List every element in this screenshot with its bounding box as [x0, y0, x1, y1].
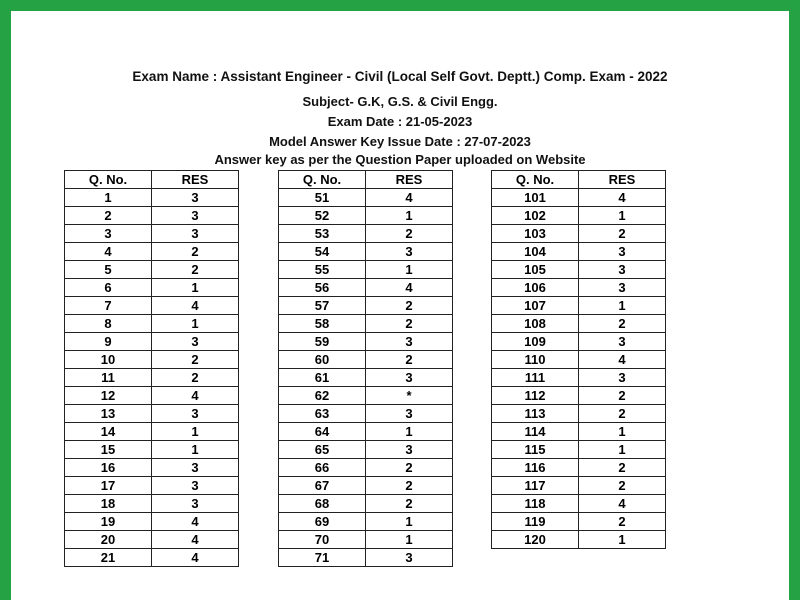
- table-row: [65, 513, 239, 531]
- answer-response: 2: [366, 315, 453, 333]
- answer-table-1: [64, 170, 239, 567]
- answer-response: 3: [366, 369, 453, 387]
- table-row: [65, 279, 239, 297]
- question-number: 63: [279, 405, 366, 423]
- question-number: 111: [492, 369, 579, 387]
- table-row: [279, 369, 453, 387]
- answer-response: *: [366, 387, 453, 405]
- table-row: [65, 459, 239, 477]
- answer-response: 1: [366, 261, 453, 279]
- question-number: 108: [492, 315, 579, 333]
- answer-response: 2: [366, 225, 453, 243]
- question-number: 3: [65, 225, 152, 243]
- answer-response: 1: [579, 423, 666, 441]
- table-row: [492, 387, 666, 405]
- question-number: 106: [492, 279, 579, 297]
- question-number: 11: [65, 369, 152, 387]
- table-row: [492, 369, 666, 387]
- question-number: 16: [65, 459, 152, 477]
- answer-response: 1: [366, 423, 453, 441]
- answer-response: 2: [366, 495, 453, 513]
- table-row: [65, 495, 239, 513]
- table-row: [492, 531, 666, 549]
- answer-response: 4: [152, 297, 239, 315]
- question-number: 109: [492, 333, 579, 351]
- table-row: [492, 279, 666, 297]
- answer-response: 2: [152, 261, 239, 279]
- column-header-qno: Q. No.: [492, 171, 579, 189]
- question-number: 119: [492, 513, 579, 531]
- answer-response: 3: [366, 405, 453, 423]
- table-row: [492, 513, 666, 531]
- answer-response: 1: [152, 423, 239, 441]
- table-row: [279, 387, 453, 405]
- document-page: [11, 11, 789, 600]
- answer-response: 3: [152, 477, 239, 495]
- table-row: [65, 351, 239, 369]
- question-number: 14: [65, 423, 152, 441]
- table-row: [65, 261, 239, 279]
- answer-response: 3: [579, 279, 666, 297]
- question-number: 57: [279, 297, 366, 315]
- answer-response: 3: [366, 441, 453, 459]
- question-number: 60: [279, 351, 366, 369]
- table-row: [492, 207, 666, 225]
- answer-response: 4: [152, 549, 239, 567]
- table-row: [279, 549, 453, 567]
- table-row: [279, 405, 453, 423]
- question-number: 64: [279, 423, 366, 441]
- table-row: [279, 261, 453, 279]
- answer-response: 1: [579, 207, 666, 225]
- table-row: [65, 423, 239, 441]
- answer-response: 2: [579, 459, 666, 477]
- answer-response: 3: [152, 207, 239, 225]
- table-row: [279, 243, 453, 261]
- answer-response: 1: [579, 531, 666, 549]
- answer-response: 4: [152, 387, 239, 405]
- column-header-res: RES: [366, 171, 453, 189]
- table-row: [492, 423, 666, 441]
- answer-response: 3: [579, 369, 666, 387]
- answer-response: 3: [152, 495, 239, 513]
- answer-response: 4: [152, 531, 239, 549]
- table-row: [492, 477, 666, 495]
- question-number: 61: [279, 369, 366, 387]
- table-row: [279, 513, 453, 531]
- question-number: 117: [492, 477, 579, 495]
- answer-response: 2: [366, 351, 453, 369]
- answer-response: 4: [366, 189, 453, 207]
- answer-response: 4: [366, 279, 453, 297]
- answer-response: 3: [366, 549, 453, 567]
- answer-response: 1: [152, 315, 239, 333]
- table-row: [492, 333, 666, 351]
- answer-response: 1: [366, 531, 453, 549]
- answer-response: 2: [579, 387, 666, 405]
- table-row: [492, 441, 666, 459]
- answer-response: 3: [152, 405, 239, 423]
- question-number: 19: [65, 513, 152, 531]
- table-row: [65, 297, 239, 315]
- question-number: 7: [65, 297, 152, 315]
- answer-response: 3: [152, 333, 239, 351]
- answer-response: 2: [366, 297, 453, 315]
- question-number: 21: [65, 549, 152, 567]
- question-number: 113: [492, 405, 579, 423]
- question-number: 53: [279, 225, 366, 243]
- answer-response: 2: [579, 477, 666, 495]
- question-number: 5: [65, 261, 152, 279]
- question-number: 13: [65, 405, 152, 423]
- question-number: 6: [65, 279, 152, 297]
- answer-response: 2: [152, 243, 239, 261]
- question-number: 67: [279, 477, 366, 495]
- question-number: 10: [65, 351, 152, 369]
- question-number: 12: [65, 387, 152, 405]
- table-row: [492, 495, 666, 513]
- question-number: 4: [65, 243, 152, 261]
- table-row: [279, 441, 453, 459]
- table-row: [279, 297, 453, 315]
- answer-key-note: Answer key as per the Question Paper uploaded on Website: [214, 152, 586, 167]
- answer-response: 3: [366, 333, 453, 351]
- question-number: 54: [279, 243, 366, 261]
- question-number: 58: [279, 315, 366, 333]
- answer-response: 1: [366, 513, 453, 531]
- table-row: [65, 189, 239, 207]
- answer-response: 3: [152, 225, 239, 243]
- answer-response: 2: [579, 315, 666, 333]
- answer-table-3: [491, 170, 666, 549]
- table-row: [279, 333, 453, 351]
- question-number: 104: [492, 243, 579, 261]
- question-number: 103: [492, 225, 579, 243]
- answer-response: 2: [579, 405, 666, 423]
- table-row: [279, 531, 453, 549]
- answer-response: 4: [579, 495, 666, 513]
- table-row: [279, 279, 453, 297]
- answer-response: 3: [579, 333, 666, 351]
- question-number: 65: [279, 441, 366, 459]
- issue-date: Model Answer Key Issue Date : 27-07-2023: [269, 134, 531, 149]
- table-row: [279, 459, 453, 477]
- answer-response: 4: [579, 189, 666, 207]
- answer-response: 2: [366, 477, 453, 495]
- table-row: [279, 207, 453, 225]
- answer-response: 1: [366, 207, 453, 225]
- table-row: [279, 315, 453, 333]
- table-row: [65, 441, 239, 459]
- table-row: [492, 243, 666, 261]
- question-number: 18: [65, 495, 152, 513]
- question-number: 20: [65, 531, 152, 549]
- question-number: 70: [279, 531, 366, 549]
- question-number: 9: [65, 333, 152, 351]
- column-header-res: RES: [579, 171, 666, 189]
- column-header-qno: Q. No.: [279, 171, 366, 189]
- answer-response: 1: [152, 279, 239, 297]
- question-number: 110: [492, 351, 579, 369]
- subject: Subject- G.K, G.S. & Civil Engg.: [302, 94, 498, 109]
- question-number: 101: [492, 189, 579, 207]
- table-row: [279, 189, 453, 207]
- table-row: [279, 351, 453, 369]
- question-number: 102: [492, 207, 579, 225]
- question-number: 62: [279, 387, 366, 405]
- question-number: 118: [492, 495, 579, 513]
- question-number: 116: [492, 459, 579, 477]
- answer-response: 1: [579, 297, 666, 315]
- table-row: [492, 405, 666, 423]
- answer-response: 4: [152, 513, 239, 531]
- table-row: [492, 315, 666, 333]
- question-number: 15: [65, 441, 152, 459]
- question-number: 55: [279, 261, 366, 279]
- answer-response: 2: [579, 225, 666, 243]
- exam-date: Exam Date : 21-05-2023: [327, 114, 473, 129]
- answer-response: 3: [366, 243, 453, 261]
- answer-response: 2: [366, 459, 453, 477]
- question-number: 8: [65, 315, 152, 333]
- table-row: [65, 333, 239, 351]
- exam-name: Exam Name : Assistant Engineer - Civil (Local Self Govt. Deptt.) Comp. Exam - 2022: [132, 69, 668, 84]
- table-row: [65, 405, 239, 423]
- table-row: [279, 423, 453, 441]
- question-number: 56: [279, 279, 366, 297]
- table-row: [492, 189, 666, 207]
- question-number: 52: [279, 207, 366, 225]
- table-row: [65, 225, 239, 243]
- question-number: 17: [65, 477, 152, 495]
- table-row: [492, 297, 666, 315]
- question-number: 107: [492, 297, 579, 315]
- table-row: [65, 387, 239, 405]
- column-header-res: RES: [152, 171, 239, 189]
- table-row: [65, 369, 239, 387]
- question-number: 68: [279, 495, 366, 513]
- answer-response: 3: [579, 261, 666, 279]
- answer-response: 3: [152, 459, 239, 477]
- table-row: [65, 207, 239, 225]
- question-number: 51: [279, 189, 366, 207]
- table-row: [65, 477, 239, 495]
- table-row: [279, 495, 453, 513]
- question-number: 115: [492, 441, 579, 459]
- question-number: 71: [279, 549, 366, 567]
- question-number: 2: [65, 207, 152, 225]
- table-row: [65, 531, 239, 549]
- answer-table-2: [278, 170, 453, 567]
- table-row: [492, 351, 666, 369]
- question-number: 105: [492, 261, 579, 279]
- table-row: [65, 243, 239, 261]
- question-number: 114: [492, 423, 579, 441]
- question-number: 112: [492, 387, 579, 405]
- answer-response: 2: [579, 513, 666, 531]
- column-header-qno: Q. No.: [65, 171, 152, 189]
- answer-response: 1: [152, 441, 239, 459]
- table-row: [279, 225, 453, 243]
- question-number: 59: [279, 333, 366, 351]
- table-row: [279, 477, 453, 495]
- table-row: [492, 261, 666, 279]
- answer-response: 2: [152, 351, 239, 369]
- question-number: 69: [279, 513, 366, 531]
- answer-response: 2: [152, 369, 239, 387]
- answer-response: 3: [152, 189, 239, 207]
- table-row: [65, 315, 239, 333]
- question-number: 1: [65, 189, 152, 207]
- answer-response: 4: [579, 351, 666, 369]
- question-number: 66: [279, 459, 366, 477]
- table-row: [492, 459, 666, 477]
- answer-response: 3: [579, 243, 666, 261]
- table-row: [65, 549, 239, 567]
- question-number: 120: [492, 531, 579, 549]
- answer-response: 1: [579, 441, 666, 459]
- table-row: [492, 225, 666, 243]
